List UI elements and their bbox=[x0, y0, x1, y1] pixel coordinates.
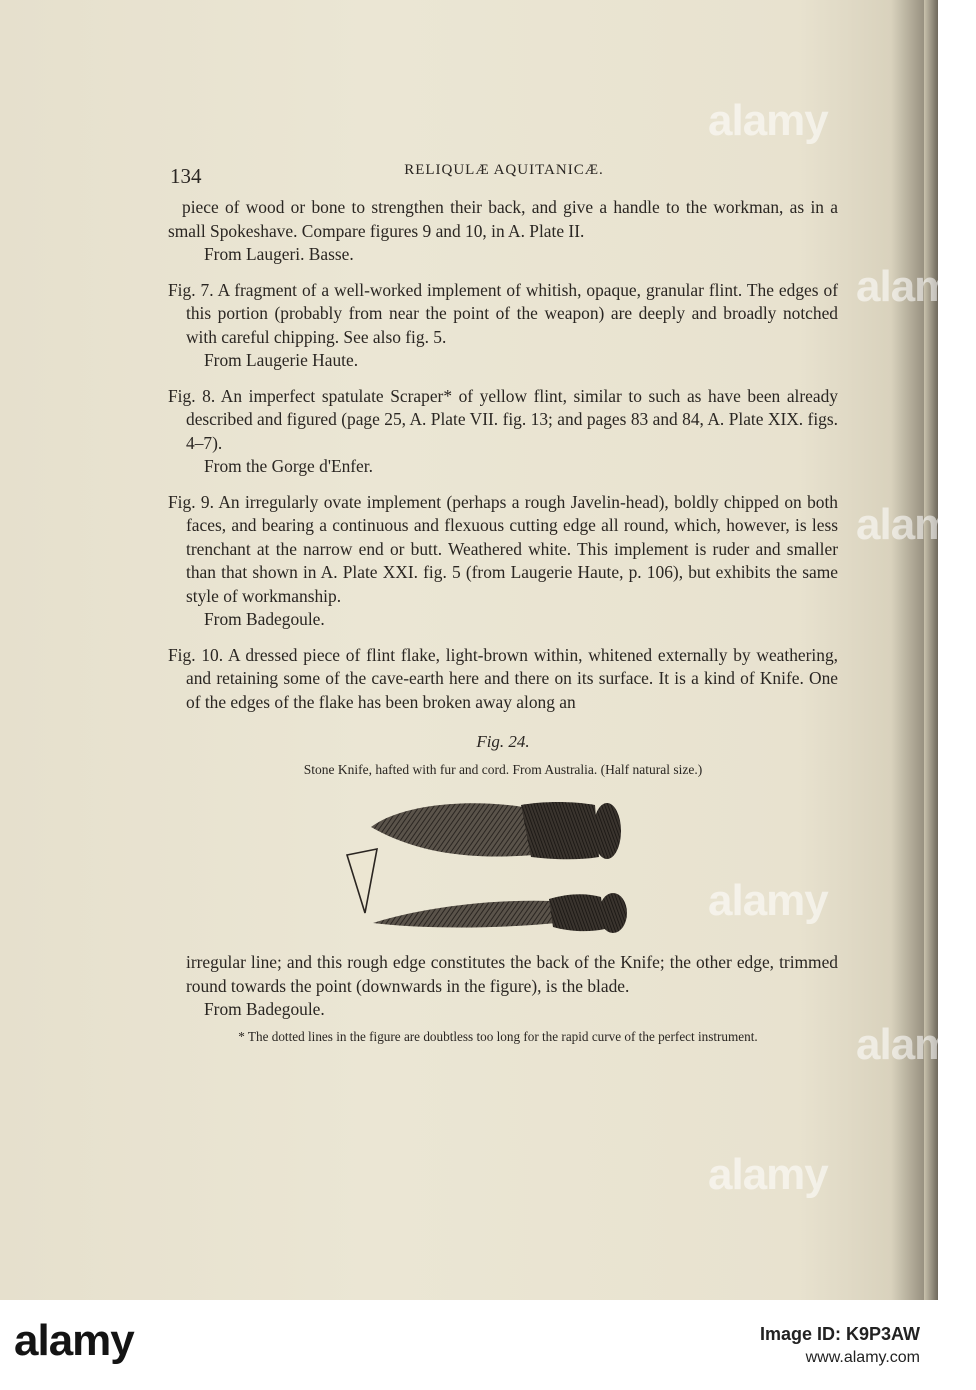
footnote: * The dotted lines in the figure are doubtless too long for the rapid curve of the perfect instrument. bbox=[238, 1028, 758, 1044]
knife-edge-view bbox=[373, 893, 627, 933]
provenance-line: From Badegoule. bbox=[204, 999, 325, 1019]
page-gutter-shadow bbox=[924, 0, 938, 1300]
page-number: 134 bbox=[170, 164, 202, 188]
provenance-line: From the Gorge d'Enfer. bbox=[204, 456, 373, 476]
watermark: alamy bbox=[708, 876, 828, 925]
after-figure-paragraph: irregular line; and this rough edge constitutes the back of the Knife; the other edge, trimmed round towards the point (downwards in the figure), is the blade. bbox=[186, 952, 838, 996]
blade-cross-section bbox=[347, 849, 377, 913]
stock-footer bbox=[0, 1300, 938, 1390]
alamy-logo: alamy bbox=[14, 1316, 134, 1365]
provenance-line: From Laugerie Haute. bbox=[204, 350, 359, 370]
fig-8-entry: Fig. 8. An imperfect spatulate Scraper* of yellow flint, similar to such as have been already described and figured (page 25, A. Plate VII. fig. 13; and pages 83 and 84, A. Plate XIX. figs. 4–7). bbox=[168, 385, 838, 453]
fig-7-entry: Fig. 7. A fragment of a well-worked implement of whitish, opaque, granular flint. The edges of this portion (probably from near the point of the weapon) are deeply and broadly notched with careful chipping. See also fig. 5. bbox=[168, 279, 838, 347]
figure-caption: Stone Knife, hafted with fur and cord. From Australia. (Half natural size.) bbox=[303, 761, 703, 777]
provenance-line: From Badegoule. bbox=[204, 609, 325, 629]
image-id: Image ID: K9P3AW bbox=[759, 1324, 920, 1344]
page-header bbox=[170, 162, 838, 188]
image-meta bbox=[760, 1324, 920, 1367]
watermark: alamy bbox=[856, 262, 976, 311]
stone-knife-illustration bbox=[343, 789, 663, 939]
fig-10-entry: Fig. 10. A dressed piece of flint flake, light-brown within, whitened externally by weathering, and retaining some of the cave-earth here and there on its surface. It is a kind of Knife. One of the edges of the flake has been broken away along an bbox=[168, 644, 838, 712]
site-url: www.alamy.com bbox=[805, 1349, 920, 1366]
provenance-line: From Laugeri. Basse. bbox=[204, 244, 354, 264]
figure-number: Fig. 24. bbox=[476, 732, 530, 751]
page-body bbox=[168, 196, 838, 1046]
watermark: alamy bbox=[708, 96, 828, 145]
watermark: alamy bbox=[856, 1020, 976, 1069]
fig-9-entry: Fig. 9. An irregularly ovate implement (perhaps a rough Javelin-head), boldly chipped on both faces, and bearing a continuous and flexuous cutting edge all round, which, however, is less trenchant at the narrow end or butt. Weathered white. This implement is ruder and smaller than that shown in A. Plate XXI. fig. 5 (from Laugerie Haute, p. 106), but exhibits the same style of workmanship. bbox=[168, 491, 838, 606]
figure-24 bbox=[168, 730, 838, 939]
running-title: RELIQULÆ AQUITANICÆ. bbox=[404, 162, 604, 178]
continuation-paragraph: piece of wood or bone to strengthen their back, and give a handle to the workman, as in a small Spokeshave. Compare figures 9 and 10, in A. Plate II. bbox=[168, 197, 838, 241]
knife-side-view bbox=[371, 802, 621, 859]
watermark: alamy bbox=[708, 1150, 828, 1199]
watermark: alamy bbox=[856, 500, 976, 549]
